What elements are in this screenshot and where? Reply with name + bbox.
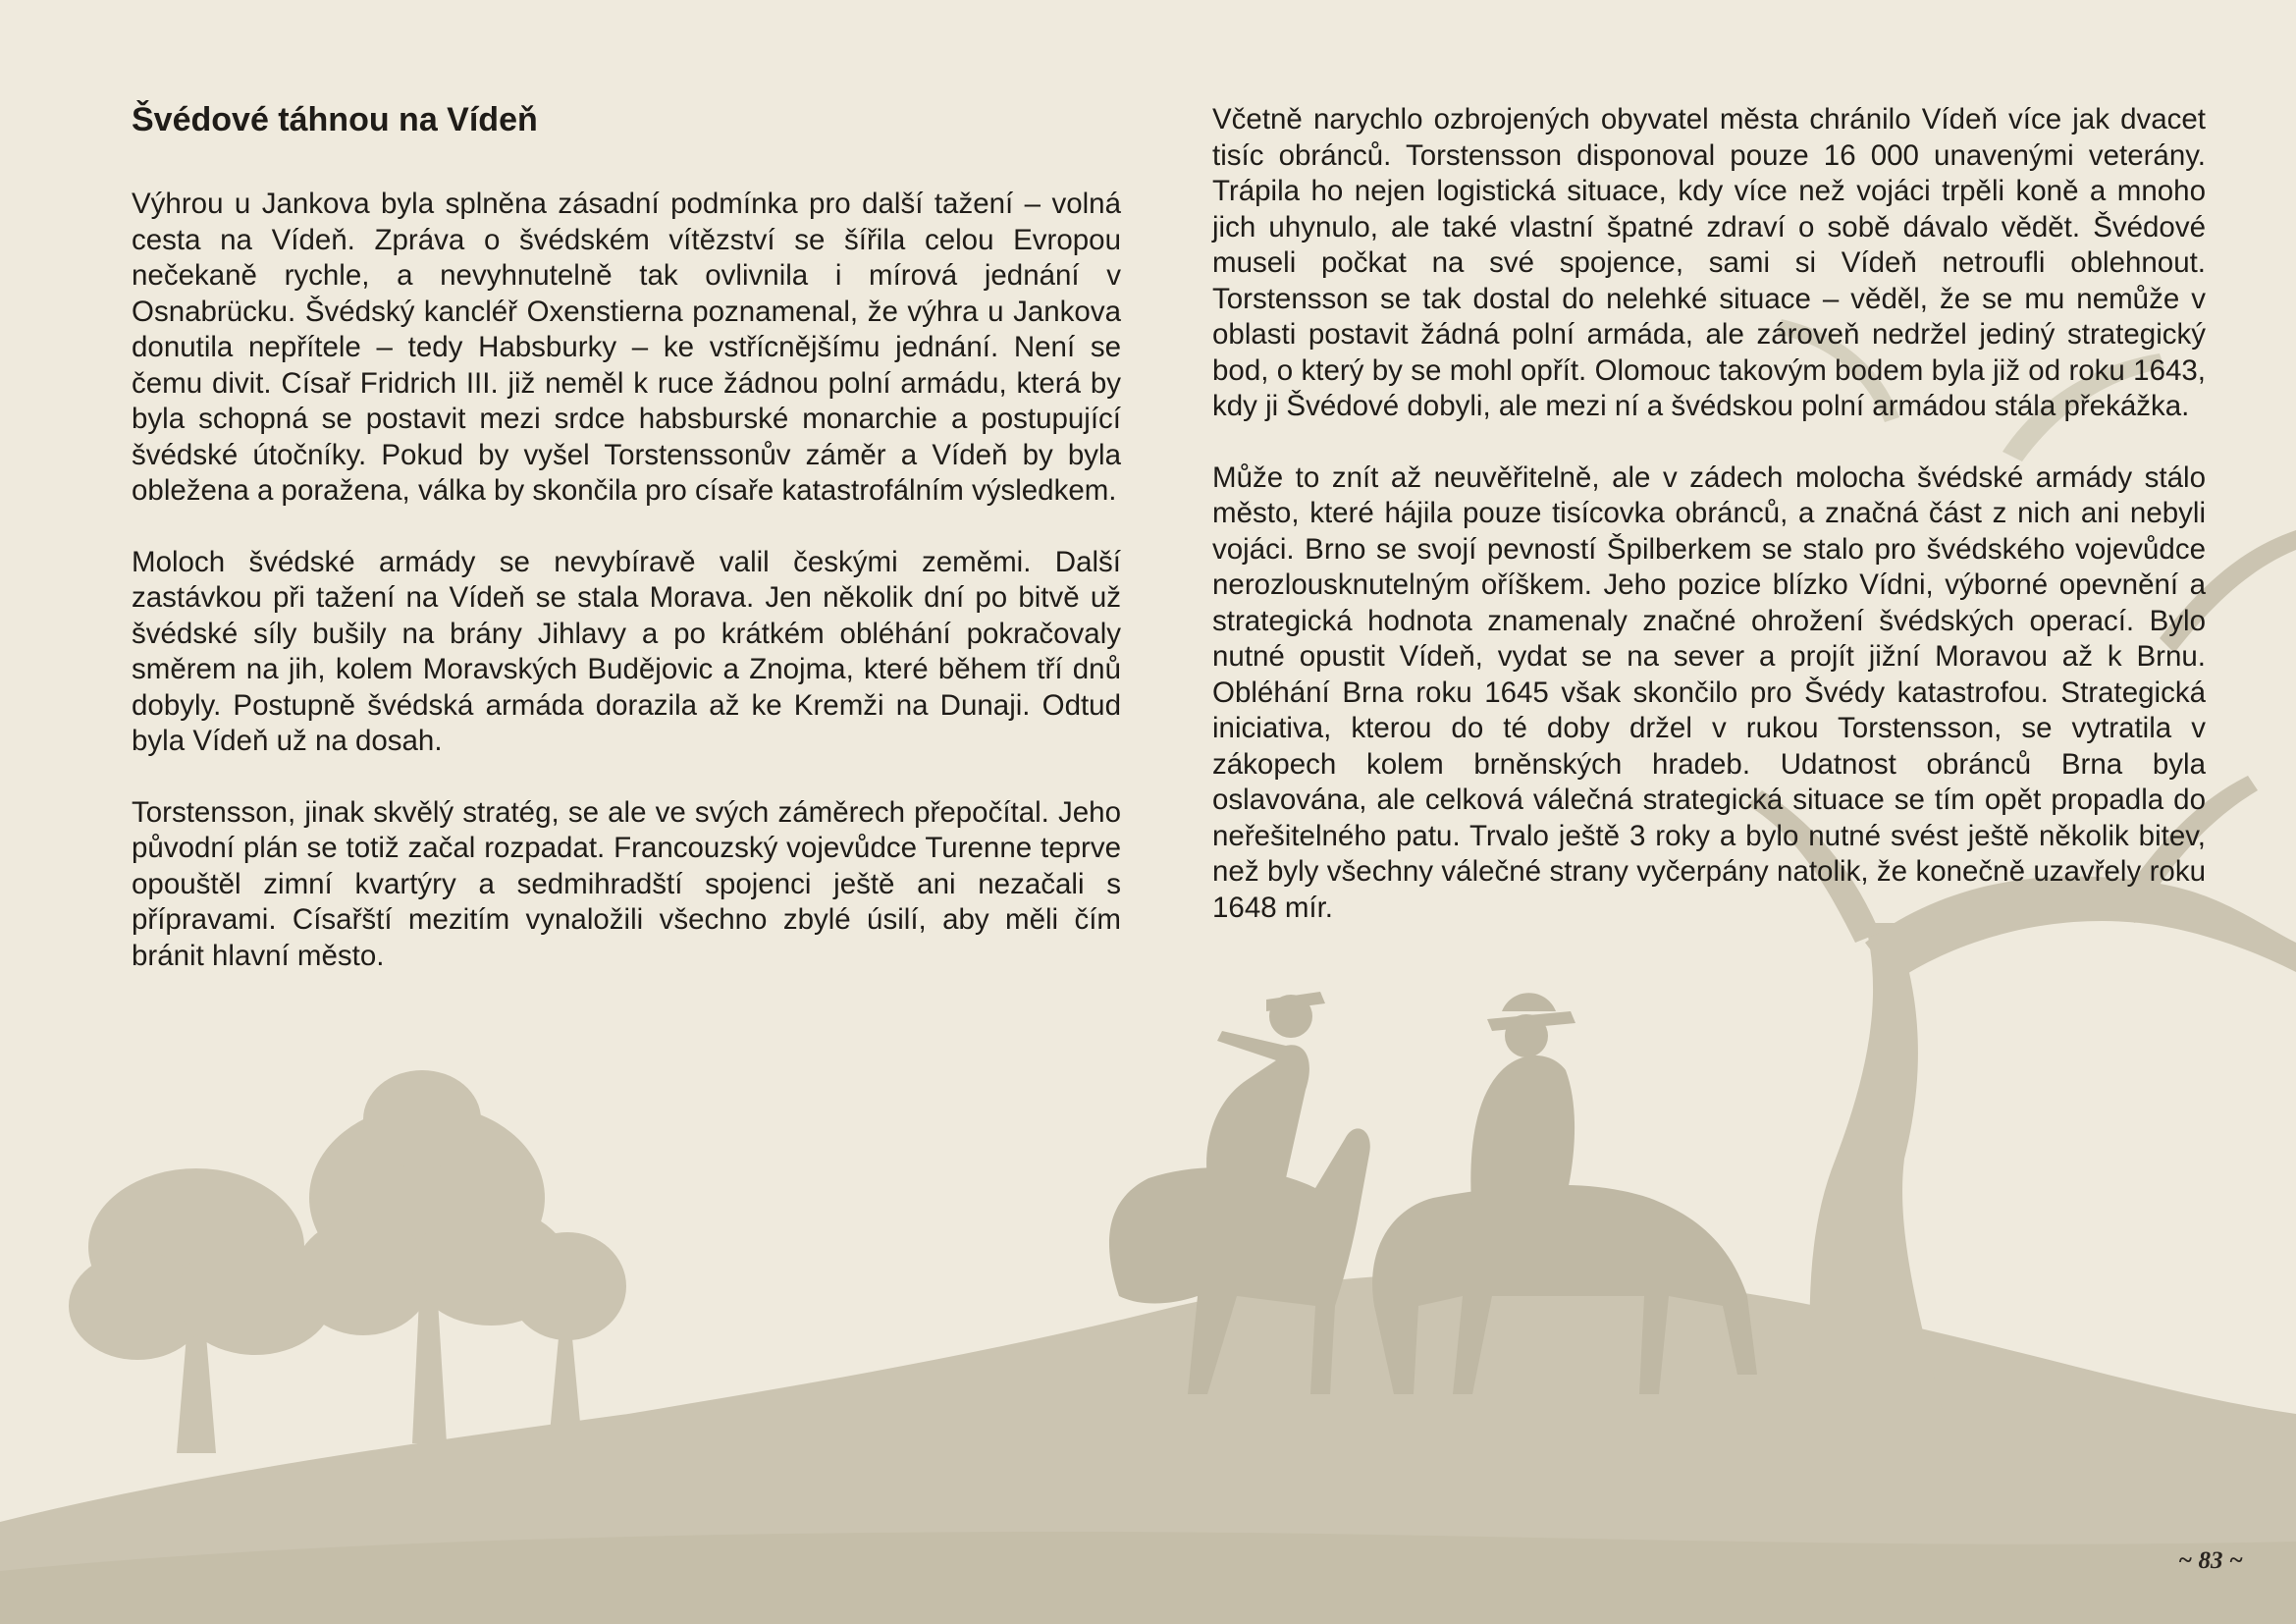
left-trees-icon xyxy=(69,1070,626,1453)
right-column xyxy=(1212,102,2206,961)
left-column xyxy=(132,100,1121,1009)
section-heading: Švédové táhnou na Vídeň xyxy=(132,101,538,138)
paragraph: Může to znít až neuvěřitelně, ale v zádech molocha švédské armády stálo město, které hájila pouze tisícovka obránců, a značná část z nich ani nebyli vojáci. Brno se svojí pevností Špilberkem se stalo pro švédského vojevůdce nerozlousknutelným oříškem. Jeho pozice blízko Vídni, výborné opevnění a strategická hodnota znamenaly značné ohrožení švédských operací. Bylo nutné opustit Vídeň, vydat se na sever a projít jižní Moravou až k Brnu. Obléhání Brna roku 1645 však skončilo pro Švédy katastrofou. Strategická iniciativa, kterou do té doby držel v rukou Torstensson, se vytratila v zákopech kolem brněnských hradeb. Udatnost obránců Brna byla oslavována, ale celková válečná strategická situace se tím opět propadla do neřešitelného patu. Trvalo ještě 3 roky a bylo nutné svést ještě několik bitev, než byly všechny válečné strany vyčerpány natolik, že konečně uzavřely roku 1648 mír. xyxy=(1212,460,2206,924)
page-number: ~ 83 ~ xyxy=(2178,1547,2243,1574)
paragraph: Torstensson, jinak skvělý stratég, se ale ve svých záměrech přepočítal. Jeho původní plán se totiž začal rozpadat. Francouzský vojevůdce Turenne teprve opouštěl zimní kvartýry a sedmihradští spojenci ještě ani nezačali s přípravami. Císařští mezitím vynaložili všechno zbylé úsilí, aby měli čím bránit hlavní město. xyxy=(132,795,1121,972)
paragraph: Moloch švédské armády se nevybíravě valil českými zeměmi. Další zastávkou při tažení na Vídeň se stala Morava. Jen několik dní po bitvě už švédské síly bušily na brány Jihlavy a po krátkém obléhání pokračovaly směrem na jih, kolem Moravských Budějovic a Znojma, které během tří dnů dobyly. Postupně švédská armáda dorazila až ke Kremži na Dunaji. Odtud byla Vídeň už na dosah. xyxy=(132,545,1121,757)
paragraph: Výhrou u Jankova byla splněna zásadní podmínka pro další tažení – volná cesta na Vídeň. Zpráva o švédském vítězství se šířila celou Evropou nečekaně rychle, a nevyhnutelně tak ovlivnila i mírová jednání v Osnabrücku. Švédský kancléř Oxenstierna poznamenal, že výhra u Jankova donutila nepřítele – tedy Habsburky – ke vstřícnějšímu jednání. Není se čemu divit. Císař Fridrich III. již neměl k ruce žádnou polní armádu, která by byla schopná se postavit mezi srdce habsburské monarchie a postupující švédské útočníky. Pokud by vyšel Torstenssonův záměr a Vídeň by byla obležena a poražena, válka by skončila pro císaře katastrofálním výsledkem. xyxy=(132,188,1121,507)
paragraph: Včetně narychlo ozbrojených obyvatel města chránilo Vídeň více jak dvacet tisíc obránců. Torstensson disponoval pouze 16 000 unavenými veterány. Trápila ho nejen logistická situace, kdy více než vojáci trpěli koně a mnoho jich uhynulo, ale také vlastní špatné zdraví o sobě dávalo vědět. Švédové museli počkat na své spojence, sami si Vídeň netroufli oblehnout. Torstensson se tak dostal do nelehké situace – věděl, že se mu nemůže v oblasti postavit žádná polní armáda, ale zároveň nedržel jediný strategický bod, o který by se mohl opřít. Olomouc takovým bodem byla již od roku 1643, kdy ji Švédové dobyli, ale mezi ní a švédskou polní armádou stála překážka. xyxy=(1212,103,2206,422)
